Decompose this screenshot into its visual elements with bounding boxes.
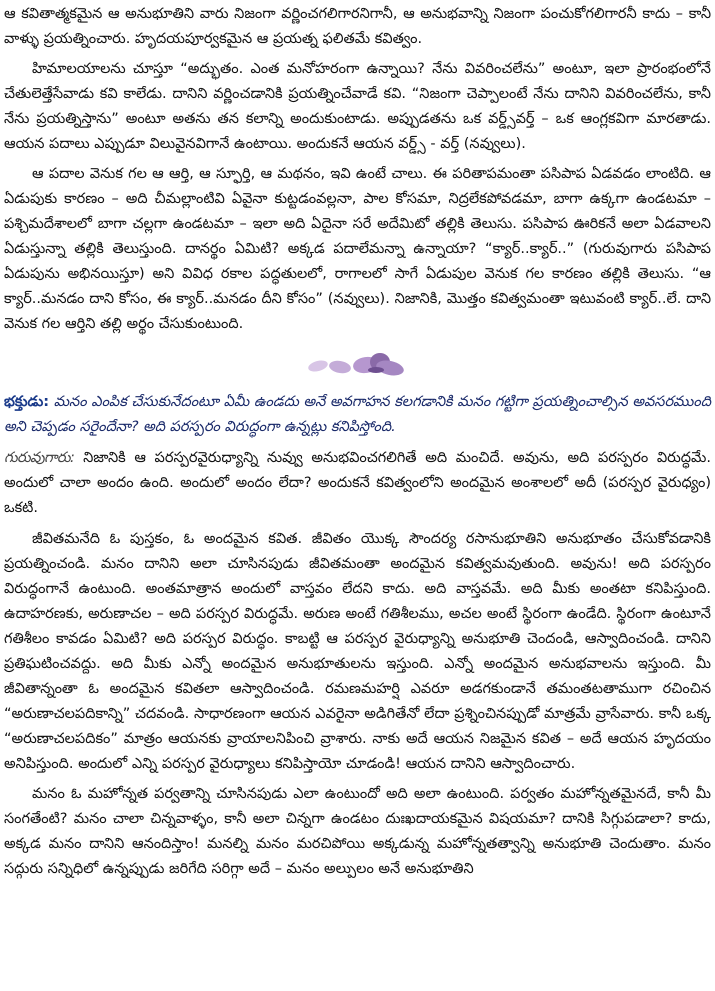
petals-divider [4, 346, 711, 380]
guru-answer [4, 446, 711, 521]
mountain-paragraph: మనం ఓ మహోన్నత పర్వతాన్ని చూసినపుడు ఎలా ఉంటుందో అది అలా ఉంటుంది. పర్వతం మహోన్నతమైనదే, కానీ మీ సంగతేంటి? మనం చాలా చిన్నవాళ్ళం, కానీ అలా చిన్నగా ఉండటం దుఃఖదాయకమైన విషయమా? దానికి సిగ్గుపడాలా? కాదు, అక్కడ మనం దానిని ఆనందిస్తాం! మనల్ని మనం మరచిపోయి అక్కడున్న మహోన్నతత్వాన్ని అనుభూతి చెందుతాం. మనం సద్గురు సన్నిధిలో ఉన్నప్పుడు జరిగేది సరిగ్గా అదే – మనం అల్పులం అనే అనుభూతిని [4, 786, 711, 877]
himalaya-paragraph: హిమాలయాలను చూస్తూ “అద్భుతం. ఎంత మనోహరంగా ఉన్నాయి? నేను వివరించలేను” అంటూ, ఇలా ప్రారంభంలోనే చేతులెత్తేసేవాడు కవి కాలేడు. దానిని వర్ణించడానికి ప్రయత్నించేవాడే కవి. “నిజంగా చెప్పాలంటే నేను దానిని వివరించలేను, కానీ నేను ప్రయత్నిస్తాను” అంటూ అతను తన కలాన్ని అందుకుంటాడు. అప్పుడతను ఒక వర్డ్స్‌వర్త్ – ఒక ఆంగ్లకవిగా మారతాడు. ఆయన పదాలు ఎప్పుడూ విలువైనవిగానే ఉంటాయి. అందుకనే ఆయన వర్డ్స్ - వర్త్ (నవ్వులు). [4, 61, 711, 152]
crying-child-paragraph: ఆ పదాల వెనుక గల ఆ ఆర్తి, ఆ స్ఫూర్తి, ఆ మథనం, ఇవి ఉంటే చాలు. ఈ పరితాపమంతా పసిపాప ఏడవడం లాంటిది. ఆ ఏడుపుకు కారణం – అది చీమల్లాంటివి ఏవైనా కుట్టడంవల్లనా, పాల కోసమా, నిద్రలేకపోవడమా, బాగా ఉక్కగా ఉండటమా – పశ్చిమదేశాలలో బాగా చల్లగా ఉండటమా – ఇలా అది ఏదైనా సరే అదేమిటో తల్లికి తెలుసు. పసిపాప ఊరికనే అలా ఏడవాలని ఏడుస్తున్నా తల్లికి తెలుస్తుంది. దానర్థం ఏమిటి? అక్కడ పదాలేమన్నా ఉన్నాయా? “క్యార్..క్యార్..” (గురువుగారు పసిపాప ఏడుపును అభినయిస్తూ) అని వివిధ రకాల పద్ధతులలో, రాగాలలో సాగే ఏడుపుల వెనుక గల కారణం తల్లికి తెలుసు. “ఆ క్యార్..మనడం దాని కోసం, ఈ క్యార్..మనడం దీని కోసం” (నవ్వులు). నిజానికి, మొత్తం కవిత్వమంతా ఇటువంటి క్యార్..లే. దాని వెనుక గల ఆర్తిని తల్లి అర్థం చేసుకుంటుంది. [4, 166, 711, 332]
devotee-question [4, 390, 711, 440]
intro-paragraph: ఆ కవితాత్మకమైన ఆ అనుభూతిని వారు నిజంగా వర్ణించగలిగారనిగానీ, ఆ అనుభవాన్ని నిజంగా పంచుకోగలిగారనీ కాదు – కానీ వాళ్ళు ప్రయత్నించారు. హృదయపూర్వకమైన ఆ ప్రయత్న ఫలితమే కవిత్వం. [4, 6, 711, 47]
answer-text: నిజానికి ఆ పరస్పరవైరుధ్యాన్ని నువ్వు అనుభవించగలిగితే అది మంచిదే. అవును, అది పరస్పరం విరుద్ధమే. అందులో చాలా అందం ఉంది. అందులో అందం లేదా? అందుకనే కవిత్వంలోని అందమైన అంశాలలో అదీ (పరస్పర వైరుధ్యం) ఒకటి. [4, 450, 711, 516]
guru-label: గురువుగారు: [4, 450, 75, 466]
life-poem-paragraph: జీవితమనేది ఓ పుస్తకం, ఓ అందమైన కవిత. జీవితం యొక్క సౌందర్య రసానుభూతిని అనుభూతం చేసుకోవడానికి ప్రయత్నించండి. మనం దానిని అలా చూసినపుడు జీవితమంతా అందమైన కవిత్వమవుతుంది. అవును! అది పరస్పరం విరుద్ధంగానే ఉంటుంది. అంతమాత్రాన అందులో వాస్తవం లేదని కాదు. అది వాస్తవమే. అది మీకు అంతటా కనిపిస్తుంది. ఉదాహరణకు, అరుణాచల – అది పరస్పర విరుద్ధమే. అరుణ అంటే గతిశీలము, అచల అంటే స్థిరంగా ఉండేది. స్థిరంగా ఉంటూనే గతిశీలం కావడం ఏమిటి? అది పరస్పర విరుద్ధం. కాబట్టి ఆ పరస్పర వైరుధ్యాన్ని అనుభూతి చెందండి, ఆస్వాదించండి. దానిని ప్రతిఘటించవద్దు. అది మీకు ఎన్నో అందమైన అనుభూతులను ఇస్తుంది. ఎన్నో అందమైన అనుభవాలను ఇస్తుంది. మీ జీవితాన్నంతా ఓ అందమైన కవితలా ఆస్వాదించండి. రమణమహర్షి ఎవరూ అడగకుండానే తమంతటతాముగా రచించిన “అరుణాచలపదికాన్ని” చదవండి. సాధారణంగా ఆయన ఎవరైనా అడిగితేనో లేదా ప్రశ్నించినప్పుడో మాత్రమే వ్రాసేవారు. కానీ ఒక్క “అరుణాచలపదికం” మాత్రం ఆయనకు వ్రాయాలనిపించి వ్రాశారు. నాకు అదే ఆయన నిజమైన కవిత – అదే ఆయన హృదయం అనిపిస్తుంది. అందులో ఎన్ని పరస్పర వైరుధ్యాలు కనిపిస్తాయో చూడండి! ఆయన దానిని ఆస్వాదించారు. [4, 531, 711, 772]
flower-petals-icon [298, 346, 418, 380]
devotee-label: భక్తుడు: [4, 394, 50, 410]
question-text: మనం ఎంపిక చేసుకునేదంటూ ఏమీ ఉండదు అనే అవగాహన కలగడానికి మనం గట్టిగా ప్రయత్నించాల్సిన అవసరముంది అని చెప్పడం సరైందేనా? అది పరస్పరం విరుద్ధంగా ఉన్నట్లు కనిపిస్తోంది. [4, 394, 711, 435]
